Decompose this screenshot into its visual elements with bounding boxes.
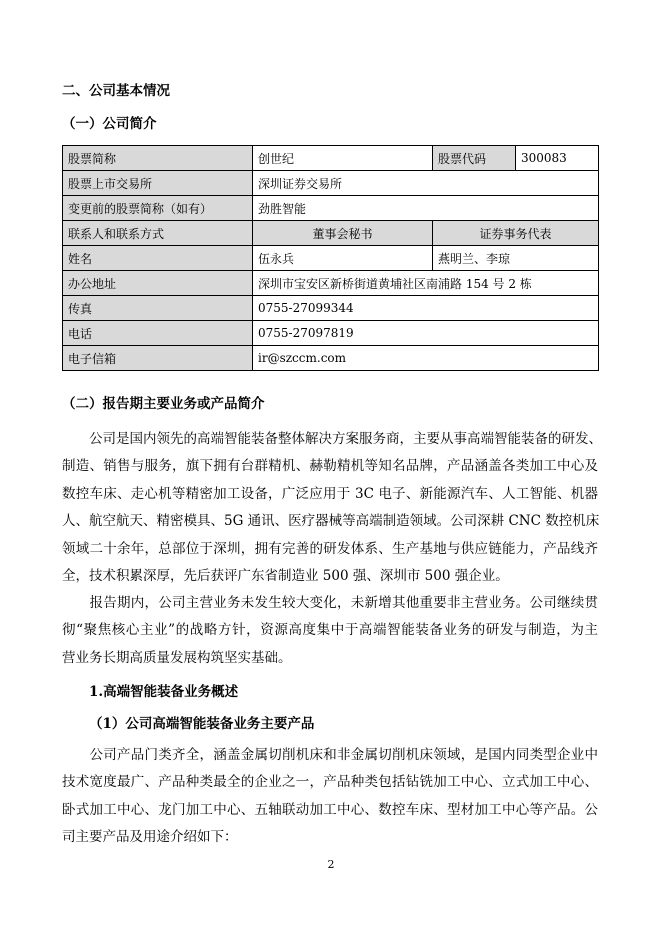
address-label: 办公地址 (63, 271, 253, 296)
table-row (63, 221, 599, 246)
stock-code-label: 股票代码 (433, 146, 516, 171)
stock-abbr-label: 股票简称 (63, 146, 253, 171)
fax-value: 0755-27099344 (253, 296, 599, 321)
paragraph-reporting-period (62, 590, 598, 672)
text-line: 制造、销售与服务，旗下拥有台群精机、赫勒精机等知名品牌，产品涵盖各类加工中心及 (62, 458, 598, 475)
table-row (63, 271, 599, 296)
text-line: 报告期内，公司主营业务未发生较大变化，未新增其他重要非主营业务。公司继续贯 (62, 595, 598, 611)
table-row (63, 321, 599, 346)
text-line: 彻“聚焦核心主业”的战略方针，资源高度集中于高端智能装备业务的研发与制造，为主 (62, 622, 598, 639)
text-line: 公司产品门类齐全，涵盖金属切削机床和非金属切削机床领域，是国内同类型企业中 (62, 747, 598, 763)
name-label: 姓名 (63, 246, 253, 271)
table-row (63, 296, 599, 321)
stock-code-value: 300083 (516, 146, 599, 171)
paragraph-company-overview (62, 426, 602, 590)
address-value: 深圳市宝安区新桥街道黄埔社区南浦路 154 号 2 栋 (253, 271, 599, 296)
phone-value: 0755-27097819 (253, 321, 599, 346)
table-row (63, 196, 599, 221)
rep-name: 燕明兰、李琼 (433, 246, 599, 271)
text-line: 全，技术积累深厚，先后获评广东省制造业 500 强、深圳市 500 强企业。 (62, 568, 509, 585)
table-row (63, 246, 599, 271)
exchange-value: 深圳证券交易所 (253, 171, 599, 196)
heading-business-overview: 1.高端智能装备业务概述 (89, 684, 239, 700)
contact-label: 联系人和联系方式 (63, 221, 253, 246)
text-line: 司主要产品及用途介绍如下： (62, 829, 238, 846)
text-line: 公司是国内领先的高端智能装备整体解决方案服务商，主要从事高端智能装备的研发、 (62, 431, 602, 447)
company-info-table (62, 145, 599, 371)
page-number: 2 (327, 858, 335, 871)
text-line: 领域二十余年，总部位于深圳，拥有完善的研发体系、生产基地与供应链能力，产品线齐 (62, 540, 598, 557)
table-row (63, 346, 599, 371)
phone-label: 电话 (63, 321, 253, 346)
heading-main-products: （1）公司高端智能装备业务主要产品 (89, 716, 315, 732)
subsection-title-company-profile: （一）公司简介 (62, 116, 157, 132)
table-row (63, 171, 599, 196)
secretary-name: 伍永兵 (253, 246, 433, 271)
paragraph-products (62, 742, 598, 852)
text-line: 数控车床、走心机等精密加工设备，广泛应用于 3C 电子、新能源汽车、人工智能、机器 (62, 485, 598, 502)
subsection-title-business: （二）报告期主要业务或产品简介 (62, 396, 265, 412)
email-label: 电子信箱 (63, 346, 253, 371)
text-line: 卧式加工中心、龙门加工中心、五轴联动加工中心、数控车床、型材加工中心等产品。公 (62, 801, 598, 818)
text-line: 营业务长期高质量发展构筑坚实基础。 (62, 649, 292, 666)
text-line: 技术宽度最广、产品种类最全的企业之一，产品种类包括钻铣加工中心、立式加工中心、 (62, 774, 598, 791)
email-value: ir@szccm.com (253, 346, 599, 371)
fax-label: 传真 (63, 296, 253, 321)
table-row (63, 146, 599, 171)
rep-header: 证券事务代表 (433, 221, 599, 246)
stock-abbr-value: 创世纪 (253, 146, 433, 171)
secretary-header: 董事会秘书 (253, 221, 433, 246)
former-abbr-label: 变更前的股票简称（如有） (63, 196, 253, 221)
exchange-label: 股票上市交易所 (63, 171, 253, 196)
section-title: 二、公司基本情况 (62, 83, 170, 99)
text-line: 人、航空航天、精密模具、5G 通讯、医疗器械等高端制造领域。公司深耕 CNC 数控机床 (62, 513, 600, 530)
former-abbr-value: 劲胜智能 (253, 196, 599, 221)
